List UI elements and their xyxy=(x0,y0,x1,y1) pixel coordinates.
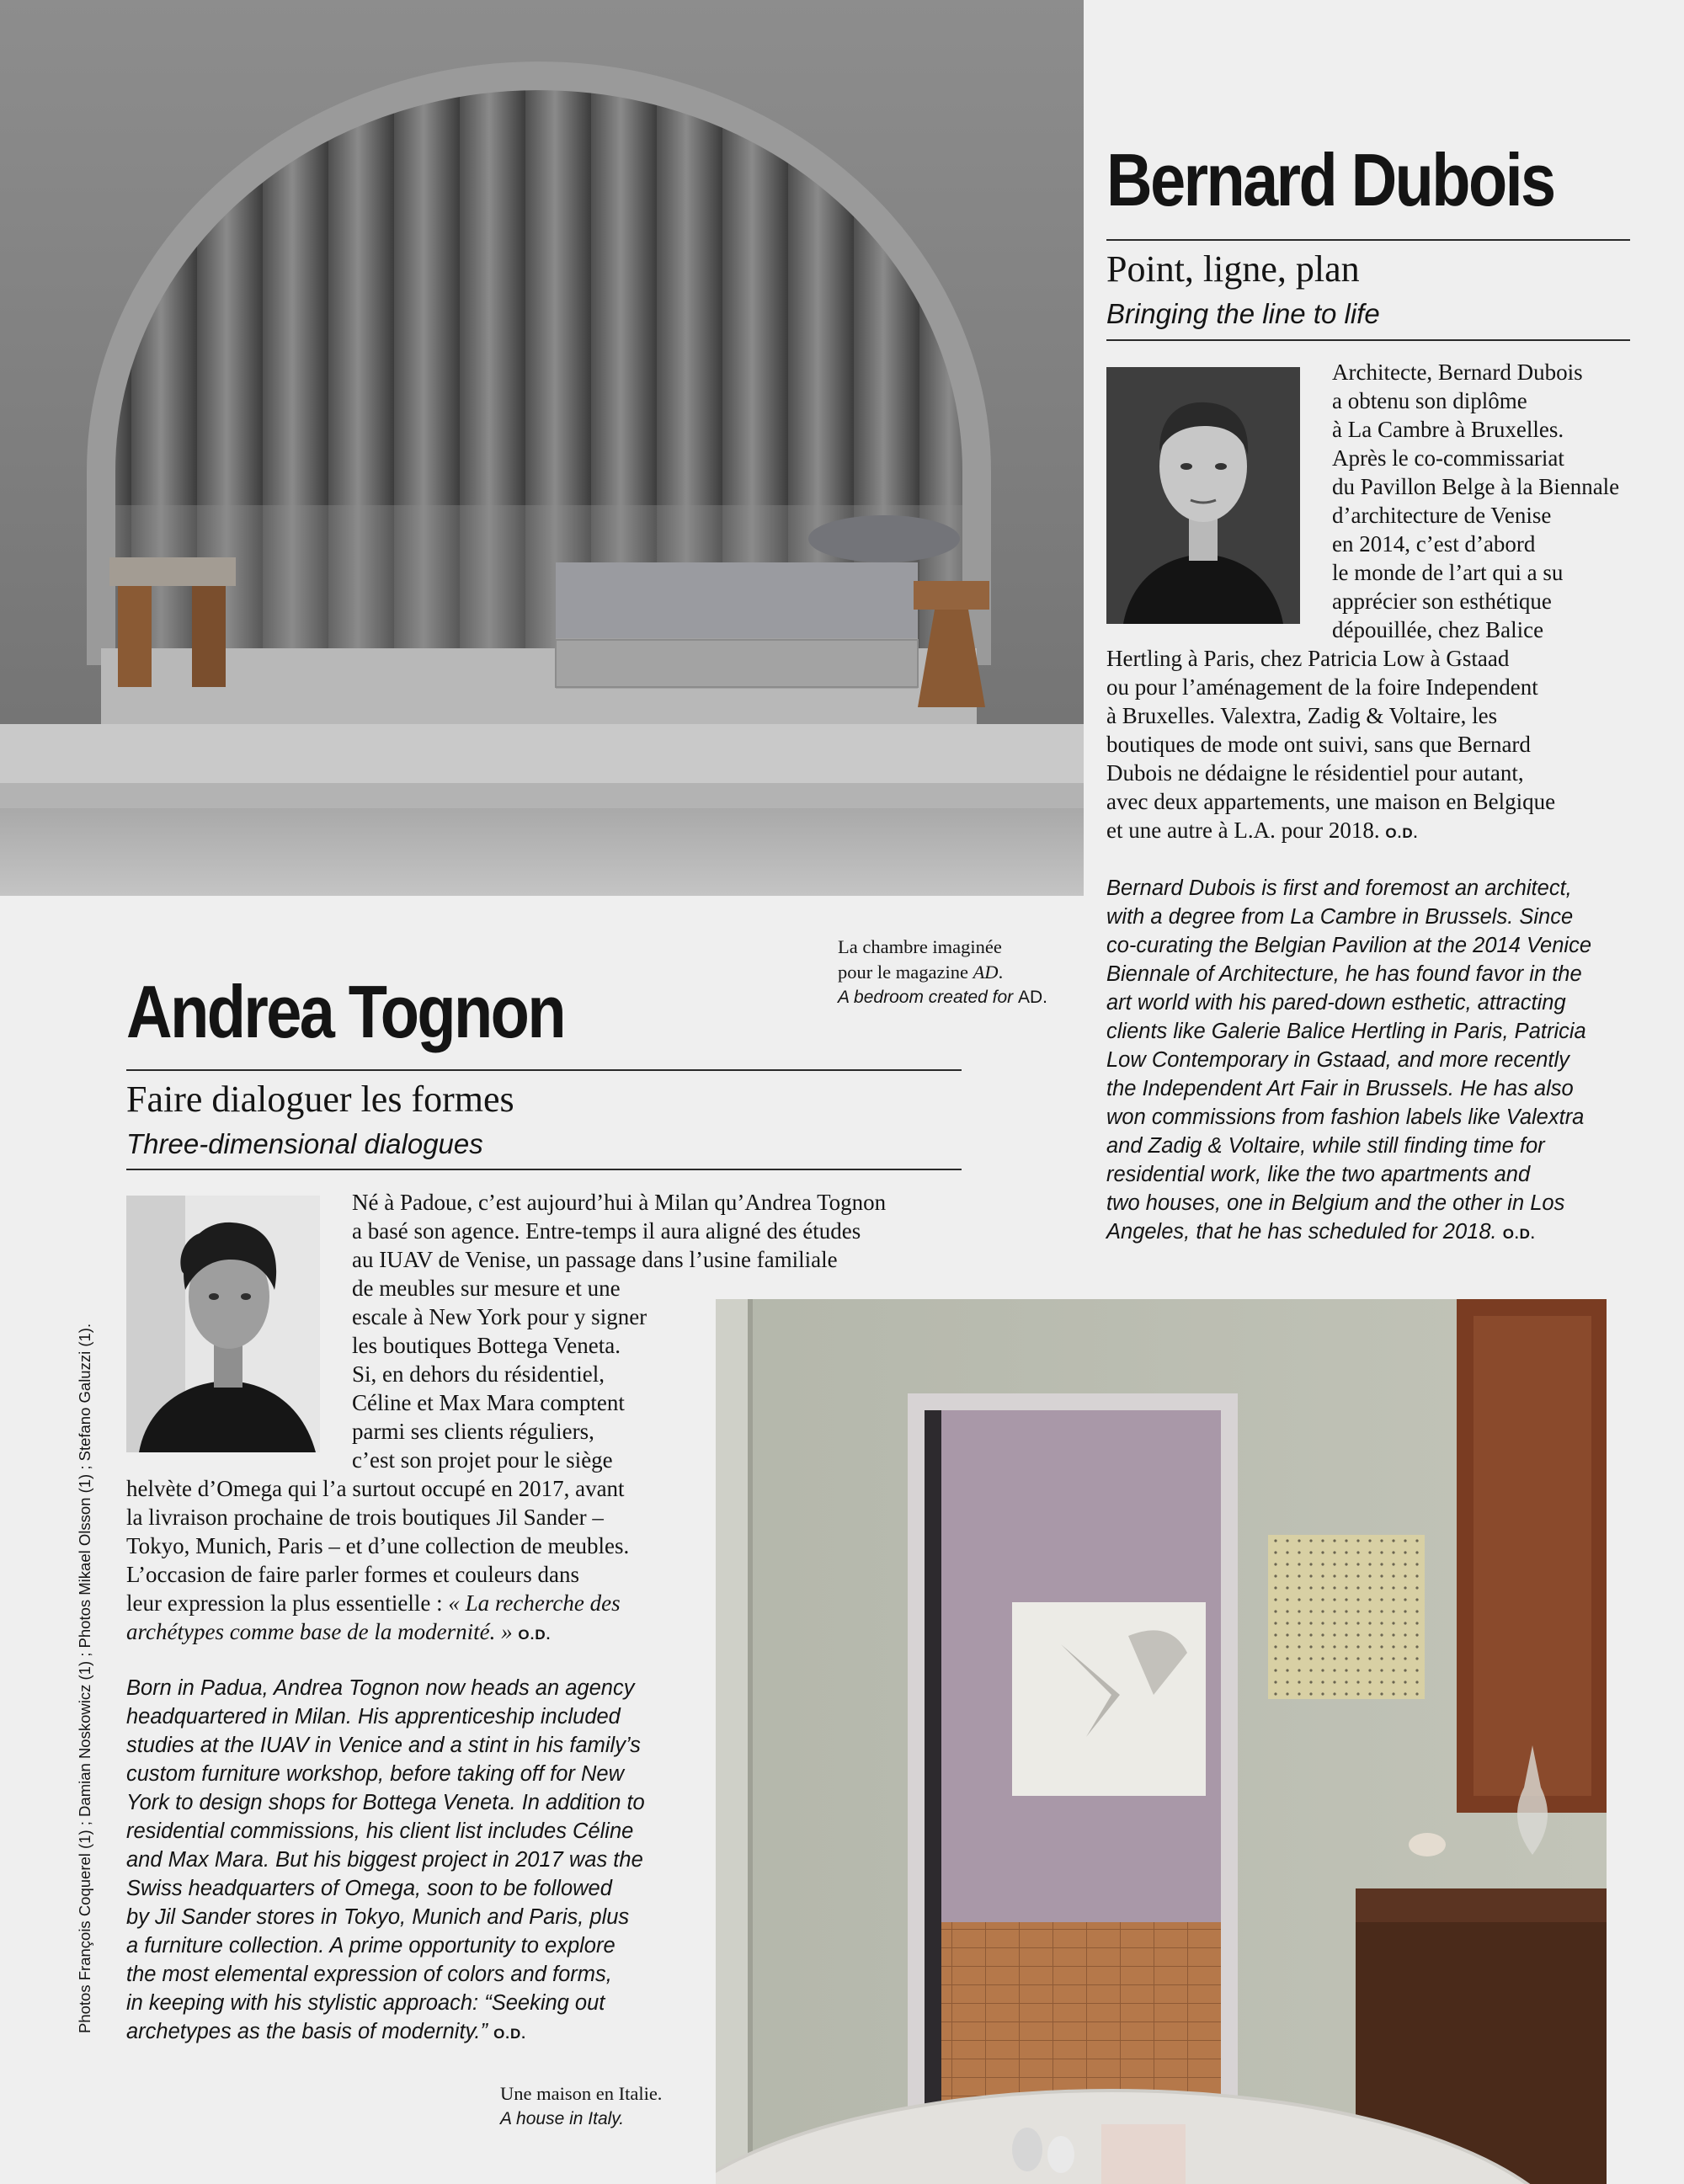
dubois-fr-line: à Bruxelles. Valextra, Zadig & Voltaire, les xyxy=(1106,703,1498,728)
dubois-fr-line: d’architecture de Venise xyxy=(1332,503,1552,528)
dubois-fr-last-line xyxy=(1106,816,1645,848)
dubois-en-line: co-curating the Belgian Pavilion at the 2014 Venice xyxy=(1106,934,1592,957)
dubois-en-line: with a degree from La Cambre in Brussels. Since xyxy=(1106,905,1574,929)
tognon-signature-fr: O.D. xyxy=(518,1627,552,1643)
dubois-name: Bernard Dubois xyxy=(1106,138,1554,221)
dubois-en-line: Biennale of Architecture, he has found favor in the xyxy=(1106,962,1582,986)
tognon-en-line: Born in Padua, Andrea Tognon now heads an agency xyxy=(126,1676,635,1700)
caption-italy-en: A house in Italy. xyxy=(500,2109,625,2128)
tognon-fr-line: L’occasion de faire parler formes et couleurs dans xyxy=(126,1562,580,1587)
tognon-en-line: a furniture collection. A prime opportunity to explore xyxy=(126,1934,616,1958)
tognon-fr-line: Né à Padoue, c’est aujourd’hui à Milan qu’Andrea Tognon xyxy=(352,1190,887,1215)
tognon-en-line: in keeping with his stylistic approach: “Seeking out xyxy=(126,1991,605,2015)
caption-bedroom-fr-2-end: . xyxy=(998,961,1004,983)
tognon-fr-line: les boutiques Bottega Veneta. xyxy=(352,1333,621,1358)
tognon-text-en xyxy=(126,1674,707,2048)
tognon-en-line: by Jil Sander stores in Tokyo, Munich and Paris, plus xyxy=(126,1905,630,1929)
dubois-en-line: Bernard Dubois is first and foremost an architect, xyxy=(1106,876,1572,900)
dubois-signature-en: O.D. xyxy=(1502,1226,1536,1242)
caption-bedroom-fr-2 xyxy=(838,960,1047,985)
dubois-en-line: and Zadig & Voltaire, while still finding time for xyxy=(1106,1134,1545,1158)
tognon-name: Andrea Tognon xyxy=(126,970,564,1053)
dubois-en-line: clients like Galerie Balice Hertling in Paris, Patricia xyxy=(1106,1020,1586,1043)
tognon-title-en: Three-dimensional dialogues xyxy=(126,1128,483,1159)
caption-italy-fr: Une maison en Italie. xyxy=(500,2083,663,2104)
dubois-fr-line: du Pavillon Belge à la Biennale xyxy=(1332,474,1620,499)
dubois-text-fr xyxy=(1106,358,1645,848)
caption-bedroom-fr-1: La chambre imaginée xyxy=(838,936,1002,957)
dubois-en-line: Low Contemporary in Gstaad, and more recently xyxy=(1106,1048,1569,1072)
dubois-rule-bottom xyxy=(1106,339,1630,341)
tognon-fr-line: escale à New York pour y signer xyxy=(352,1304,647,1329)
dubois-en-line: art world with his pared-down esthetic, attracting xyxy=(1106,991,1566,1015)
tognon-en-line: custom furniture workshop, before taking off for New xyxy=(126,1762,625,1786)
tognon-rule-top xyxy=(126,1069,962,1071)
tognon-fr-line: au IUAV de Venise, un passage dans l’usine familiale xyxy=(352,1247,838,1272)
dubois-fr-line: le monde de l’art qui a su xyxy=(1332,560,1564,585)
caption-bedroom xyxy=(838,935,1047,1010)
dubois-fr-line: dépouillée, chez Balice xyxy=(1332,617,1544,642)
tognon-en-line: residential commissions, his client list includes Céline xyxy=(126,1819,634,1843)
tognon-en-line: and Max Mara. But his biggest project in 2017 was the xyxy=(126,1848,643,1872)
tognon-signature-en: O.D. xyxy=(493,2026,527,2042)
dubois-en-line: residential work, like the two apartments and xyxy=(1106,1163,1531,1186)
dubois-fr-line: Après le co-commissariat xyxy=(1332,445,1564,471)
tognon-en-line: York to design shops for Bottega Veneta. In addition to xyxy=(126,1791,645,1814)
dubois-fr-line: à La Cambre à Bruxelles. xyxy=(1332,417,1564,442)
caption-bedroom-en-text: A bedroom created for xyxy=(838,988,1018,1007)
dubois-fr-line: a obtenu son diplôme xyxy=(1332,388,1527,413)
dubois-en-line: two houses, one in Belgium and the other in Los xyxy=(1106,1191,1565,1215)
dubois-fr-line: boutiques de mode ont suivi, sans que Bernard xyxy=(1106,732,1531,757)
dubois-signature-fr: O.D. xyxy=(1385,825,1419,841)
tognon-en-line: headquartered in Milan. His apprenticeship included xyxy=(126,1705,621,1729)
italy-house-photo xyxy=(716,1299,1607,2184)
tognon-en-line: the most elemental expression of colors and forms, xyxy=(126,1963,612,1986)
photo-credits: Photos François Coquerel (1) ; Damian Noskowicz (1) ; Photos Mikael Olsson (1) ; Stefano Galuzzi (1). xyxy=(76,1323,93,2033)
tognon-fr-line: Tokyo, Munich, Paris – et d’une collection de meubles. xyxy=(126,1533,630,1558)
dubois-fr-line: ou pour l’aménagement de la foire Independent xyxy=(1106,674,1538,700)
tognon-fr-quote-2: archétypes comme base de la modernité. » xyxy=(126,1619,513,1644)
caption-bedroom-fr-2-text: pour le magazine xyxy=(838,961,973,983)
tognon-fr-line: Céline et Max Mara comptent xyxy=(352,1390,625,1415)
tognon-fr-line: parmi ses clients réguliers, xyxy=(352,1419,594,1444)
caption-bedroom-fr-2-em: AD xyxy=(973,961,999,983)
dubois-title-fr: Point, ligne, plan xyxy=(1106,248,1360,290)
tognon-fr-quote-1: « La recherche des xyxy=(448,1590,621,1616)
tognon-en-line: archetypes as the basis of modernity.” xyxy=(126,2020,488,2043)
dubois-en-line: Angeles, that he has scheduled for 2018. xyxy=(1106,1220,1497,1244)
caption-bedroom-en xyxy=(838,985,1047,1010)
tognon-en-line: Swiss headquarters of Omega, soon to be followed xyxy=(126,1877,612,1900)
tognon-fr-line: leur expression la plus essentielle : xyxy=(126,1590,449,1616)
caption-bedroom-en-end: AD. xyxy=(1018,988,1048,1007)
dubois-rule-top xyxy=(1106,239,1630,241)
tognon-fr-line: Si, en dehors du résidentiel, xyxy=(352,1361,605,1387)
tognon-en-last-line xyxy=(126,2017,707,2048)
dubois-fr-line: Dubois ne dédaigne le résidentiel pour autant, xyxy=(1106,760,1524,786)
tognon-fr-line: a basé son agence. Entre-temps il aura aligné des études xyxy=(352,1218,861,1244)
tognon-title-fr: Faire dialoguer les formes xyxy=(126,1079,514,1120)
dubois-en-line: won commissions from fashion labels like Valextra xyxy=(1106,1105,1585,1129)
dubois-fr-line: apprécier son esthétique xyxy=(1332,589,1552,614)
dubois-fr-line: Architecte, Bernard Dubois xyxy=(1332,360,1583,385)
tognon-en-line: studies at the IUAV in Venice and a stint in his family’s xyxy=(126,1734,641,1757)
dubois-fr-line: et une autre à L.A. pour 2018. xyxy=(1106,818,1380,843)
dubois-fr-line: en 2014, c’est d’abord xyxy=(1332,531,1536,557)
tognon-fr-line: la livraison prochaine de trois boutiques Jil Sander – xyxy=(126,1505,604,1530)
tognon-rule-bottom xyxy=(126,1169,962,1170)
tognon-fr-line: c’est son projet pour le siège xyxy=(352,1447,613,1473)
dubois-en-line: the Independent Art Fair in Brussels. He has also xyxy=(1106,1077,1574,1100)
tognon-fr-line: helvète d’Omega qui l’a surtout occupé en 2017, avant xyxy=(126,1476,625,1501)
bedroom-photo xyxy=(0,0,1084,896)
dubois-title-en: Bringing the line to life xyxy=(1106,298,1380,329)
dubois-en-last-line xyxy=(1106,1217,1645,1249)
dubois-text-en xyxy=(1106,874,1645,1249)
tognon-fr-line: de meubles sur mesure et une xyxy=(352,1276,621,1301)
dubois-fr-line: avec deux appartements, une maison en Belgique xyxy=(1106,789,1556,814)
caption-italy xyxy=(500,2081,662,2132)
dubois-fr-line: Hertling à Paris, chez Patricia Low à Gstaad xyxy=(1106,646,1510,671)
